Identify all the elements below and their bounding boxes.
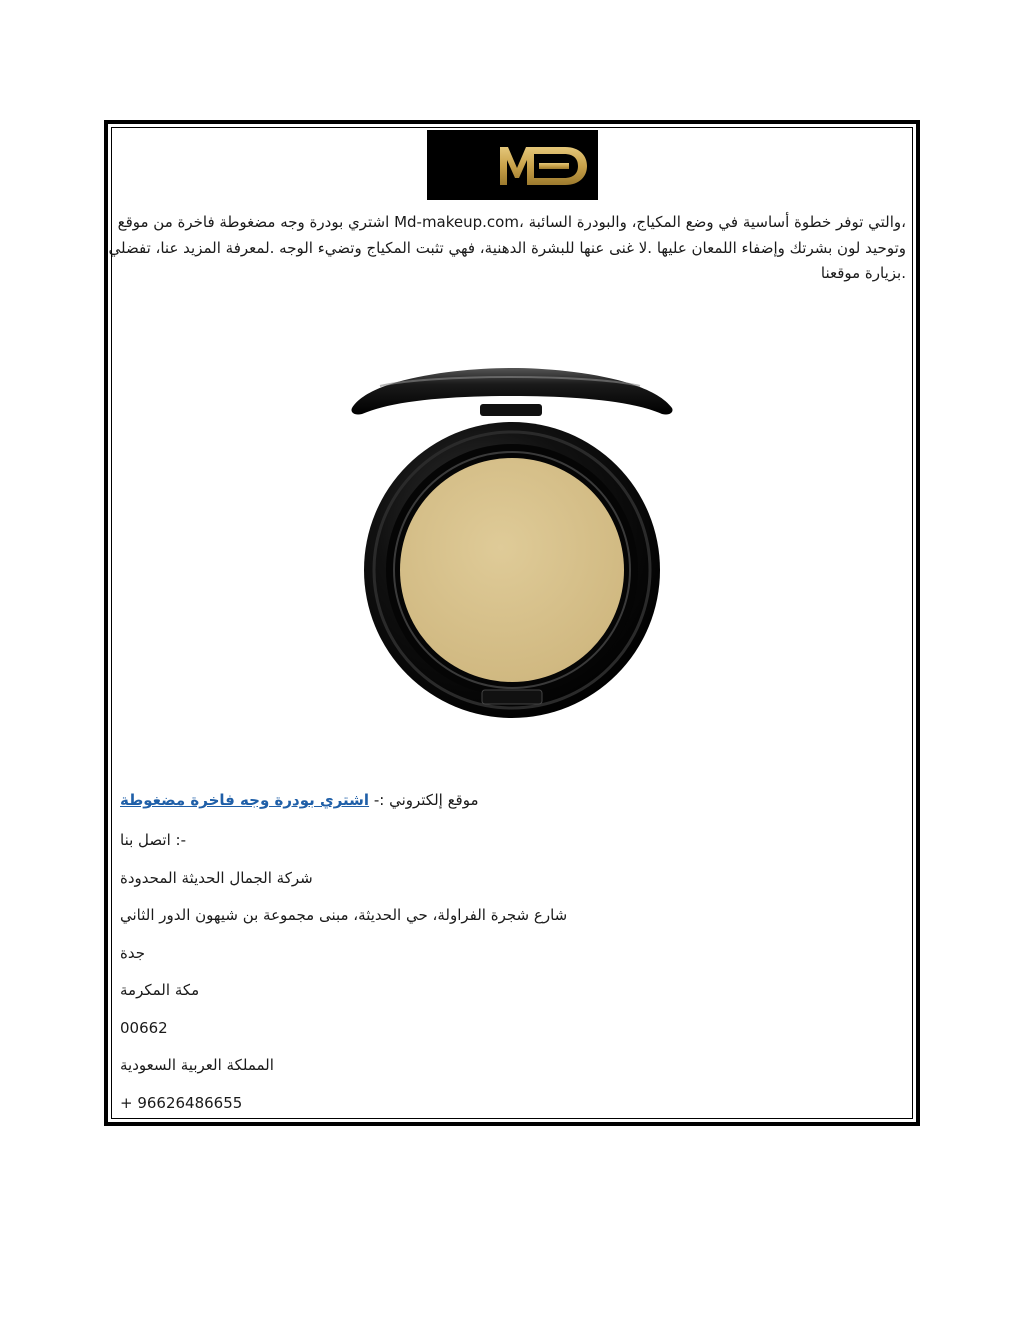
intro-line-1: ،والتي توفر خطوة أساسية في وضع المكياج، والبودرة السائبة ،Md-makeup.com اشتري بودرة وجه مضغوطة فاخرة من موقع	[117, 213, 906, 231]
pressed-powder-compact-icon	[340, 360, 680, 730]
product-image	[340, 360, 680, 730]
intro-line-2: وتوحيد لون بشرتك وإضفاء اللمعان عليها .لا غنى عنها للبشرة الدهنية، فهي تثبت المكياج وتضيء الوجه .لمعرفة المزيد عنا، تفضلي	[108, 238, 906, 257]
postal-code: 00662	[120, 1019, 168, 1037]
website-label: موقع إلكتروني :-	[369, 791, 479, 809]
contact-us-heading: -: اتصل بنا	[120, 831, 186, 849]
city: جدة	[120, 944, 146, 962]
website-row	[120, 787, 479, 813]
website-link[interactable]: اشتري بودرة وجه فاخرة مضغوطة	[120, 791, 370, 809]
md-logo-icon	[427, 130, 598, 200]
intro-paragraph	[108, 210, 906, 287]
region: مكة المكرمة	[120, 981, 200, 999]
phone-number: + 96626486655	[120, 1094, 243, 1112]
country: المملكة العربية السعودية	[120, 1056, 274, 1074]
intro-line-3: .بزيارة موقعنا	[820, 264, 906, 282]
street-address: شارع شجرة الفراولة، حي الحديثة، مبنى مجموعة بن شيهون الدور الثاني	[120, 906, 568, 924]
company-name: شركة الجمال الحديثة المحدودة	[120, 869, 313, 887]
md-logo	[427, 130, 598, 200]
